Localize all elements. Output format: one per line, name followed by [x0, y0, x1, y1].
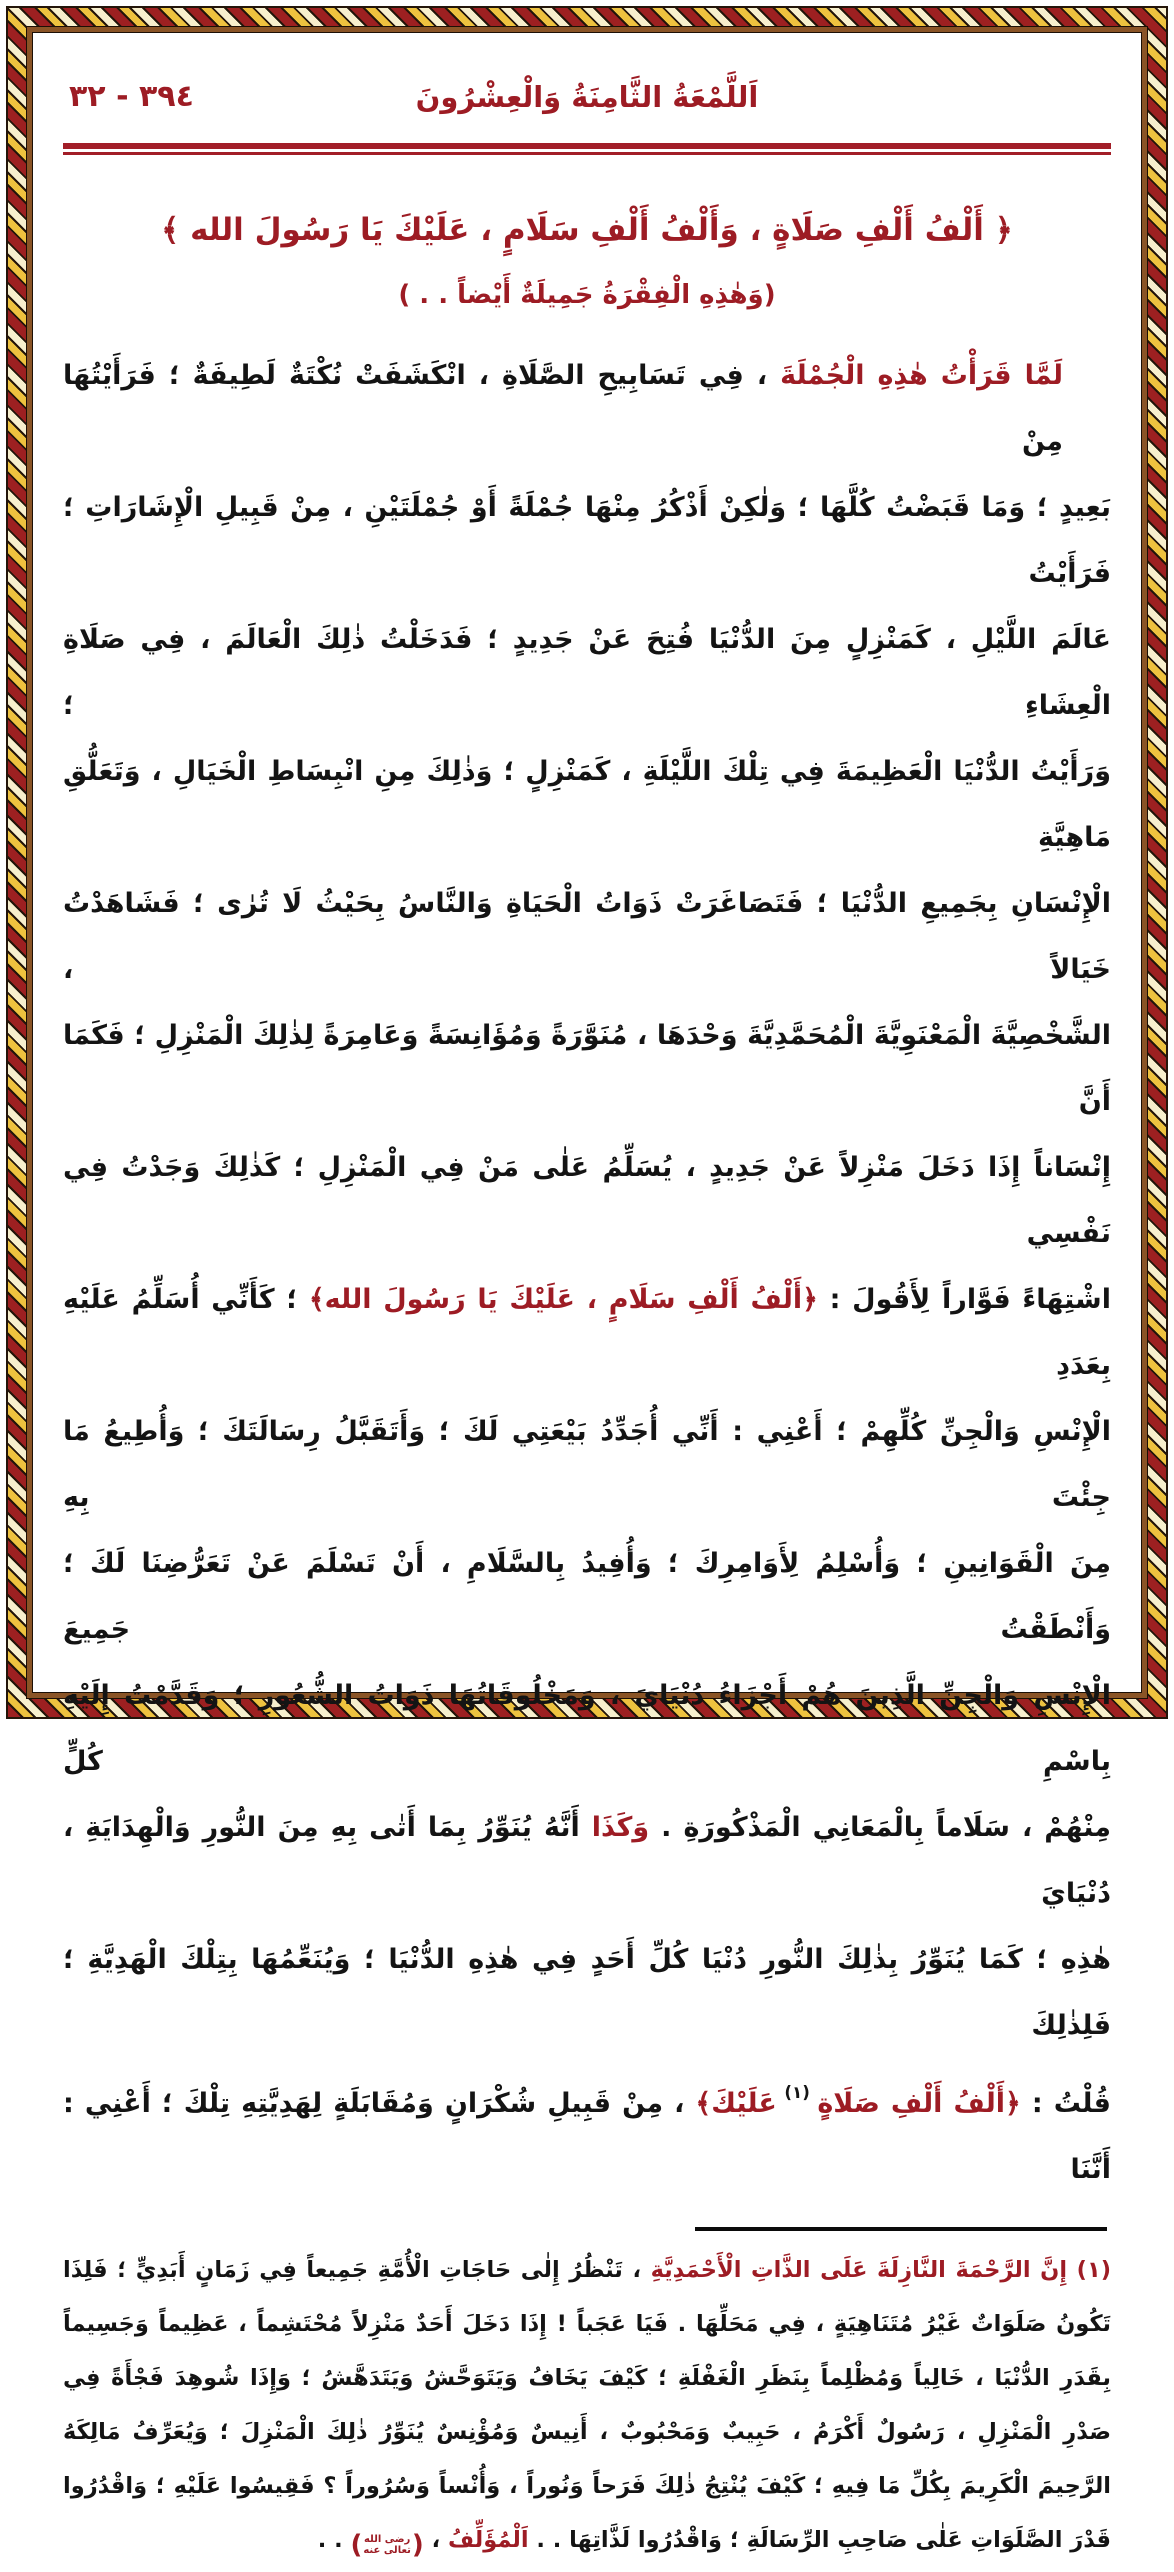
highlighted-phrase: (١) إِنَّ الرَّحْمَةَ النَّازِلَةَ عَلَى الذَّاتِ الْأَحْمَدِيَّةِ: [650, 2257, 1111, 2283]
text-segment: الرَّحِيمَ الْكَرِيمَ بِكُلِّ مَا فِيهِ ؛ كَيْفَ يُنْتِجُ ذٰلِكَ فَرَحاً وَنُوراً ، وَأُنْساً وَسُرُوراً ؟ فَقِيسُوا عَلَيْهِ ؛ وَاقْدُرُوا: [63, 2473, 1111, 2499]
footnote-line: [63, 2405, 1111, 2459]
text-segment: الشَّخْصِيَّةَ الْمَعْنَوِيَّةَ الْمُحَمَّدِيَّةَ وَحْدَهَا ، مُنَوَّرَةً وَمُؤَانِسَةً وَعَامِرَةً لِذٰلِكَ الْمَنْزِلِ ؛ فَكَمَا أَنَّ: [63, 1020, 1111, 1117]
body-line: [63, 1531, 1111, 1663]
footnote-text: [63, 2243, 1111, 2572]
main-body-text: [63, 343, 1111, 2203]
text-segment: ،: [423, 2527, 448, 2553]
text-segment: إِنْسَاناً إِذَا دَخَلَ مَنْزِلاً عَنْ جَدِيدٍ ، يُسَلِّمُ عَلٰى مَنْ فِي الْمَنْزِلِ ؛ كَذٰلِكَ وَجَدْتُ فِي نَفْسِي: [63, 1152, 1111, 1249]
chapter-title: اَللَّمْعَةُ الثَّامِنَةُ وَالْعِشْرُونَ: [415, 80, 759, 114]
body-line: [63, 739, 1111, 871]
text-segment: وَرَأَيْتُ الدُّنْيَا الْعَظِيمَةَ فِي تِلْكَ اللَّيْلَةِ ، كَمَنْزِلٍ ؛ وَذٰلِكَ مِنِ انْبِسَاطِ الْخَيَالِ ، وَتَعَلُّقِ مَاهِيَّةِ: [63, 756, 1111, 853]
highlighted-phrase: ﴿أَلْفُ أَلْفِ سَلَامٍ ، عَلَيْكَ يَا رَسُولَ الله﴾: [308, 1284, 818, 1315]
text-segment: اشْتِهَاءً فَوَّاراً لِأَقُولَ :: [817, 1284, 1111, 1315]
body-line: [63, 1663, 1111, 1795]
footnote-line: [63, 2243, 1111, 2297]
body-line: [63, 1135, 1111, 1267]
text-segment: تَكُونُ صَلَوَاتٌ غَيْرُ مُتَنَاهِيَةٍ ، فِي مَحَلِّهَا . فَيَا عَجَباً ! إِذَا دَخَلَ أَحَدٌ مَنْزِلاً مُحْتَشِماً ، عَظِيماً وَجَسِيماً: [63, 2311, 1111, 2337]
body-line: [63, 343, 1111, 475]
body-line: [63, 1927, 1111, 2059]
body-line: [63, 1795, 1111, 1927]
text-segment: قَدْرَ الصَّلَوَاتِ عَلٰى صَاحِبِ الرِّسَالَةِ ؛ وَاقْدُرُوا لَذَّاتِهَا . .: [528, 2527, 1111, 2553]
text-segment: ، تَنْظُرُ إِلٰى حَاجَاتِ الْأُمَّةِ جَمِيعاً فِي زَمَانٍ أَبَدِيٍّ ؛ فَلِذَا: [63, 2257, 651, 2283]
body-line: [63, 607, 1111, 739]
quote-subtitle: (وَهٰذِهِ الْفِقْرَةُ جَمِيلَةٌ أَيْضاً . . ): [398, 280, 776, 310]
highlighted-phrase: ﴿أَلْفُ أَلْفِ صَلَاةٍ: [817, 2088, 1021, 2119]
body-line: [63, 1003, 1111, 1135]
text-segment: عَالَمَ اللَّيْلِ ، كَمَنْزِلٍ مِنَ الدُّنْيَا فُتِحَ عَنْ جَدِيدٍ ؛ فَدَخَلْتُ ذٰلِكَ الْعَالَمَ ، فِي صَلَاةِ الْعِشَاءِ ؛: [63, 624, 1111, 721]
footnote-line: [63, 2297, 1111, 2351]
page-number: ٣٩٤ - ٣٢: [69, 79, 194, 114]
chain-pattern-border: [8, 8, 1166, 2560]
footnote-line: [63, 2351, 1111, 2405]
text-segment: . .: [317, 2527, 351, 2553]
text-segment: هٰذِهِ ؛ كَمَا يُنَوِّرُ بِذٰلِكَ النُّورِ دُنْيَا كُلِّ أَحَدٍ فِي هٰذِهِ الدُّنْيَا ؛ وَيُنَعِّمُهَا بِتِلْكَ الْهَدِيَّةِ ؛ فَلِذٰلِكَ: [63, 1944, 1111, 2041]
text-segment: بِقَدَرِ الدُّنْيَا ، خَالِياً وَمُظْلِماً بِنَظَرِ الْغَفْلَةِ ؛ كَيْفَ يَخَافُ وَيَتَوَحَّشُ وَيَتَدَهَّشُ ؛ وَإِذَا شُوهِدَ فَجْأَةً فِي: [63, 2365, 1111, 2391]
footnote-separator: [695, 2227, 1107, 2231]
text-segment: الْإِنْسَانِ بِجَمِيعِ الدُّنْيَا ؛ فَتَصَاغَرَتْ ذَوَاتُ الْحَيَاةِ وَالنَّاسُ بِحَيْثُ لَا تُرٰى ؛ فَشَاهَدْتُ خَيَالاً ،: [63, 888, 1111, 985]
body-line: [63, 871, 1111, 1003]
body-line: [63, 1267, 1111, 1399]
footnote-marker: (١): [776, 2082, 818, 2102]
text-segment: صَدْرِ الْمَنْزِلِ ، رَسُولٌ أَكْرَمُ ، حَبِيبٌ وَمَحْبُوبٌ ، أَنِيسٌ وَمُؤْنِسٌ يُنَوِّرُ ذٰلِكَ الْمَنْزِلَ ؛ وَيُعَرِّفُ مَالِكَهُ: [63, 2419, 1111, 2445]
body-line: [63, 2059, 1111, 2203]
header-rule-thick: [63, 143, 1111, 149]
page-content: [32, 32, 1142, 2560]
text-segment: بَعِيدٍ ؛ وَمَا قَبَضْتُ كُلَّهَا ؛ وَلٰكِنْ أَذْكُرُ مِنْهَا جُمْلَةً أَوْ جُمْلَتَيْنِ ، مِنْ قَبِيلِ الْإِشَارَاتِ ؛ فَرَأَيْتُ: [63, 492, 1111, 589]
body-line: [63, 475, 1111, 607]
text-segment: الْإِنْسِ وَالْجِنِّ كُلِّهِمْ ؛ أَعْنِي : أَنِّي أُجَدِّدُ بَيْعَتِي لَكَ ؛ وَأَتَقَبَّلُ رِسَالَتَكَ ؛ وَأُطِيعُ مَا جِئْتَ بِهِ: [63, 1416, 1111, 1513]
page-header: [63, 65, 1111, 129]
text-segment: ، مِنْ قَبِيلِ شُكْرَانٍ وَمُقَابَلَةٍ لِهَدِيَّتِهِ تِلْكَ ؛ أَعْنِي : أَنَّنَا: [63, 2088, 1111, 2185]
highlighted-phrase: لَمَّا قَرَأْتُ هٰذِهِ الْجُمْلَةَ: [780, 360, 1063, 391]
footnote-line: [63, 2459, 1111, 2513]
text-segment: أَنَّهُ يُنَوِّرُ بِمَا أَتٰى بِهِ مِنَ النُّورِ وَالْهِدَايَةِ ، دُنْيَايَ: [63, 1812, 1111, 1909]
highlighted-phrase: اَلْمُؤَلِّفُ: [447, 2527, 529, 2553]
footnote-line: [63, 2513, 1111, 2572]
body-line: [63, 1399, 1111, 1531]
inner-brown-band: [26, 26, 1148, 2560]
highlighted-phrase: عَلَيْكَ﴾: [695, 2088, 777, 2119]
header-rule-thin: [63, 152, 1111, 155]
text-segment: ، فِي تَسَابِيحِ الصَّلَاةِ ، انْكَشَفَتْ نُكْتَةٌ لَطِيفَةٌ ؛ فَرَأَيْتُهَا مِنْ: [63, 360, 1063, 457]
invocation-quote: ﴿ أَلْفُ أَلْفِ صَلَاةٍ ، وَأَلْفُ أَلْفِ سَلَامٍ ، عَلَيْكَ يَا رَسُولَ الله ﴾: [161, 212, 1013, 248]
text-segment: مِنَ الْقَوَانِينِ ؛ وَأُسْلِمُ لِأَوَامِرِكَ ؛ وَأُفِيدُ بِالسَّلَامِ ، أَنْ تَسْلَمَ عَنْ تَعَرُّضِنَا لَكَ ؛ وَأَنْطَقْتُ جَمِيعَ: [63, 1548, 1111, 1645]
highlighted-phrase: وَكَذَا: [591, 1812, 650, 1843]
author-seal-radi-allahu-anhu: ( رضى الله تعالى عنه ): [350, 2530, 424, 2560]
text-segment: قُلْتُ :: [1020, 2088, 1111, 2119]
text-segment: الْإِنْسِ وَالْجِنِّ الَّذِينَ هُمْ أَجْزَاءُ دُنْيَايَ ، وَمَخْلُوقَاتُهَا ذَوَاتُ الشُّعُورِ ؛ وَقَدَّمْتُ إِلَيْهِ بِاسْمِ كُلٍّ: [63, 1680, 1111, 1777]
text-segment: مِنْهُمْ ، سَلَاماً بِالْمَعَانِي الْمَذْكُورَةِ .: [649, 1812, 1112, 1843]
text-segment: ؛ كَأَنِّي أُسَلِّمُ عَلَيْهِ بِعَدَدِ: [63, 1284, 1111, 1381]
ornamental-border-frame: [6, 6, 1168, 2560]
